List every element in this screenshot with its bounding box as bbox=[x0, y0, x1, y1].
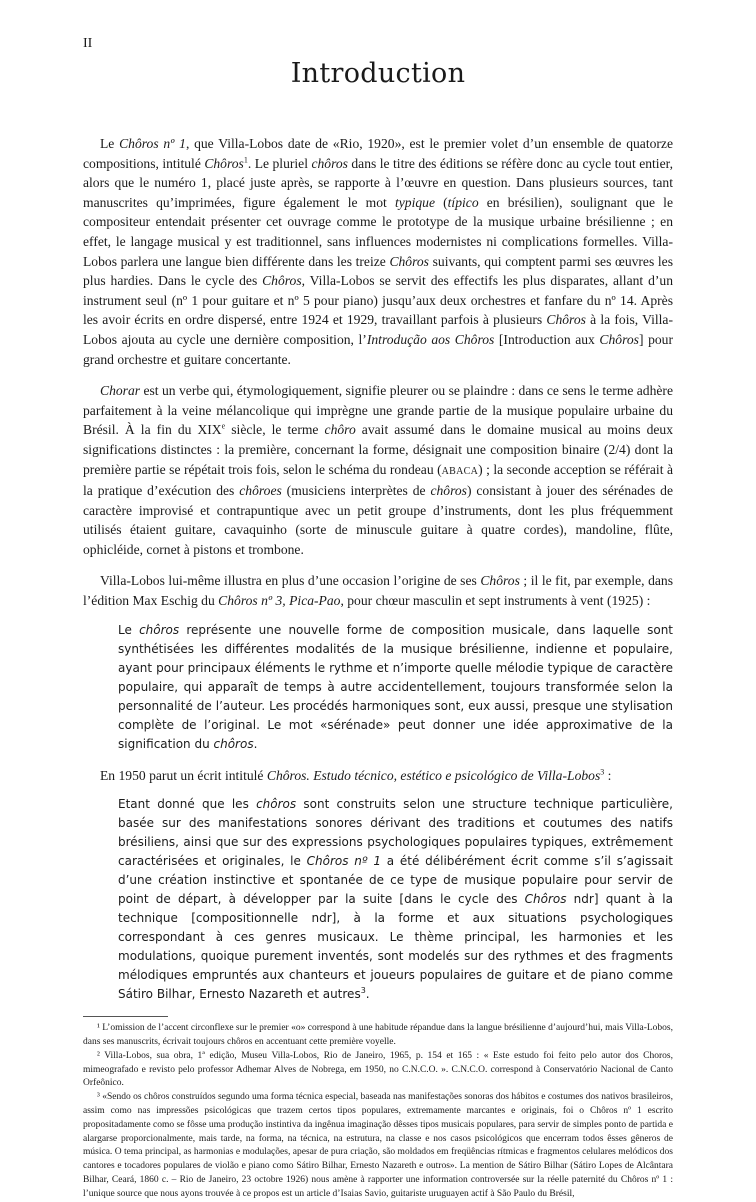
page-number: II bbox=[83, 36, 93, 51]
footnote-2: ² Villa-Lobos, sua obra, 1ª edição, Museu Villa-Lobos, Rio de Janeiro, 1965, p. 154 et 165 : « Este estudo foi feito pelo autor dos Choros, mimeografado e revisto pelo professor Adhemar Alves de Nobrega, em 1950, no C.N.C.O. ». C.N.C.O. correspond à Conservatório Nacional de Canto Orfeônico. bbox=[83, 1050, 673, 1089]
footnotes bbox=[83, 1022, 673, 1201]
footnote-rule bbox=[83, 1016, 168, 1017]
footnote-3: ³ «Sendo os chôros construídos segundo uma forma técnica especial, baseada nas manifestações sonoras dos hábitos e costumes dos nativos brasileiros, assim como nas impressões psicológicas que trazem certos tipos populares, extremamente marcantes e originais, foi o Chôros nº 1 escrito propositadamente como se fôsse uma produção instintiva da ingênua imaginação dêsses tipos musicais populares, para servir de simples ponto de partida e alargarse proporcionalmente, mais tarde, na forma, na técnica, na estrutura, na classe e nos casos psicológicos que encerram todos êsses gêneros de música. O tema principal, as harmonias e modulações, apesar de pura criação, são moldados em freqüências rítmicas e fragmentos celulares melódicos dos cantores e tocadores populares de violão e piano como Sátiro Bilhar, Ernesto Nazareth e outros». La mention de Sátiro Bilhar (Sátiro Lopes de Alcântara Bilhar, Ceará, 1860 c. – Rio de Janeiro, 23 octobre 1926) nous amène à rapporter une information controversée sur la réelle paternité du Chôros nº 1 : l’unique source que nous ayons trouvée à ce propos est un article d’Isaias Savio, guitariste uruguayen actif à São Paulo du Brésil, bbox=[83, 1092, 673, 1199]
paragraph-3: Villa-Lobos lui-même illustra en plus d’une occasion l’origine de ses Chôros ; il le fit, par exemple, dans l’édition Max Eschig du Chôros nº 3, Pica-Pao, pour chœur masculin et sept instruments à vent (1925) : bbox=[83, 573, 673, 609]
page-title: Introduction bbox=[290, 58, 466, 89]
paragraph-4: En 1950 parut un écrit intitulé Chôros. Estudo técnico, estético e psicológico de Villa-Lobos$^3$ : bbox=[100, 767, 612, 783]
body-text bbox=[83, 134, 673, 1202]
paragraph-1: Le Chôros nº 1, que Villa-Lobos date de «Rio, 1920», est le premier volet d’un ensemble de quatorze compositions, intitulé Chôros$^1$. Le pluriel chôros dans le titre des éditions se réfère donc au cycle tout entier, alors que le numéro 1, placé juste après, se rapporte à l’œuvre en question. Dans plusieurs sources, tant manuscrites qu’imprimées, figure également le mot typique (típico en brésilien), soulignant que le compositeur entendait présenter cet ouvrage comme le prototype de la musique urbaine brésilienne ; en effet, le langage musical y est traditionnel, sans influences modernistes ni complications formelles. Villa-Lobos parlera une langue bien différente dans les treize Chôros suivants, qui comptent parmi ses œuvres les plus hardies. Dans le cycle des Chôros, Villa-Lobos se servit des effectifs les plus disparates, allant d’un instrument seul (nº 1 pour guitare et nº 5 pour piano) jusqu’aux deux orchestres et fanfare du nº 14. Après les avoir écrits en ordre dispersé, entre 1924 et 1929, travaillant parfois à plusieurs Chôros à la fois, Villa-Lobos ajouta au cycle une dernière composition, l’Introdução aos Chôros [Introduction aux Chôros] pour grand orchestre et guitare concertante. bbox=[83, 136, 673, 367]
paragraph-2: Chorar est un verbe qui, étymologiquement, signifie pleurer ou se plaindre : dans ce sens le terme adhère parfaitement à la veine mélancolique qui imprègne une grande partie de la musique populaire urbaine du Brésil. À la fin du XIXe siècle, le terme chôro avait assumé dans le domaine musical au moins deux significations distinctes : la première, concernant la forme, désignait une composition binaire (2/4) dont la première partie se répétait trois fois, selon le schéma du rondeau (ABACA) ; la seconde acception se référait à la pratique d’exécution des chôroes (musiciens interprètes de chôros) consistant à jouer des sérénades de caractère improvisé et contrapuntique avec un petit groupe d’instruments, dont les plus fréquemment utilisés étaient guitare, cavaquinho (sorte de minuscule guitare à quatre cordes), mandoline, flûte, ophicléide, cornet à pistons et trombone. bbox=[83, 383, 673, 557]
block-quote-2: Etant donné que les chôros sont construits selon une structure technique particulière, basée sur des manifestations sonores dérivant des traditions et coutumes des natifs brésiliens, ainsi que sur des expressions psychologiques populaires typiques, extrêmement caractérisées et originales, le Chôros nº 1 a été délibérément écrit comme s’il s’agissait d’une création instinctive et spontanée de ce type de musique populaire pour servir de point de départ, à développer par la suite [dans le cycle des Chôros ndr] quant à la technique [compositionnelle ndr], à la forme et aux situations psychologiques correspondant à ces genres musicaux. Le thème principal, les harmonies et les modulations, quoique purement inventés, sont modelés sur des rythmes et des fragments mélodiques empruntés aux chanteurs et joueurs populaires de guitare et de piano comme Sátiro Bilhar, Ernesto Nazareth et autres$^3$. bbox=[118, 797, 673, 1002]
block-quote-1: Le chôros représente une nouvelle forme de composition musicale, dans laquelle sont synthétisées les différentes modalités de la musique brésilienne, indienne et populaire, ayant pour principaux éléments le rythme et n’importe quelle mélodie typique de caractère populaire, qui apparaît de temps à autre accidentellement, toujours transformée selon la personnalité de l’auteur. Les procédés harmoniques sont, eux aussi, presque une stylisation complète de l’original. Le mot «sérénade» peut donner une idée approximative de la signification du chôros. bbox=[118, 622, 673, 751]
footnote-1: ¹ L’omission de l’accent circonflexe sur le premier «o» correspond à une habitude répandue dans la langue brésilienne d’aujourd’hui, mais Villa-Lobos, dans ses manuscrits, écrivait toujours chôros en accentuant cette première voyelle. bbox=[83, 1023, 673, 1048]
